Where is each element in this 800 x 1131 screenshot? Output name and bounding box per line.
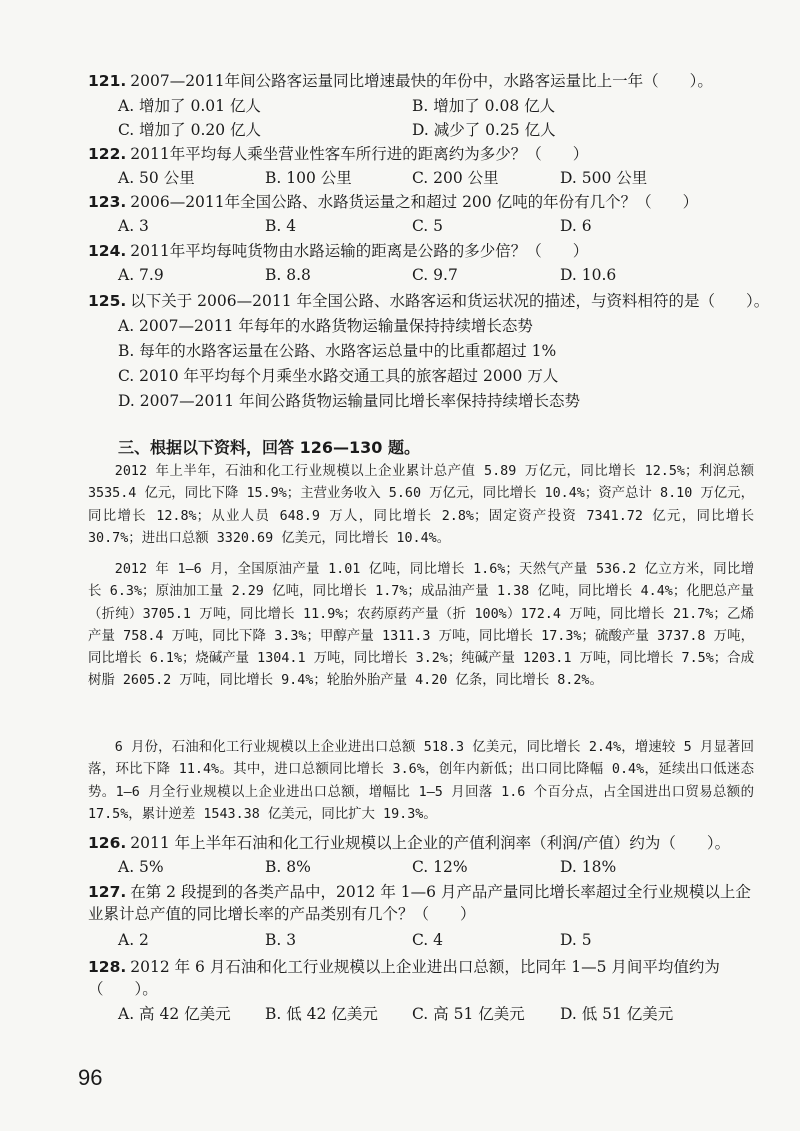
question-123: 123. 2006—2011年全国公路、水路货运量之和超过 200 亿吨的年份有几个？（ ） (88, 193, 699, 211)
question-124: 124. 2011年平均每吨货物由水路运输的距离是公路的多少倍？（ ） (88, 242, 589, 260)
option: A. 2007—2011 年每年的水路货物运输量保持持续增长态势 (118, 317, 533, 335)
question-126: 126. 2011 年上半年石油和化工行业规模以上企业的产值利润率（利润/产值）约为（ ）。 (88, 834, 731, 852)
section-title: 三、根据以下资料，回答 126—130 题。 (118, 438, 420, 457)
option: C. 增加了 0.20 亿人 (118, 121, 262, 139)
option: B. 增加了 0.08 亿人 (412, 97, 556, 115)
option: D. 减少了 0.25 亿人 (412, 121, 556, 139)
option: D. 10.6 (560, 266, 617, 284)
option: C. 200 公里 (412, 169, 499, 187)
option: A. 高 42 亿美元 (118, 1005, 231, 1023)
option: B. 8.8 (265, 266, 311, 284)
option: B. 100 公里 (265, 169, 352, 187)
option: A. 50 公里 (118, 169, 195, 187)
option: B. 低 42 亿美元 (265, 1005, 378, 1023)
page-number: 96 (78, 1065, 103, 1090)
option: C. 12% (412, 858, 468, 876)
option: B. 每年的水路客运量在公路、水路客运总量中的比重都超过 1% (118, 342, 557, 360)
material-paragraph-2: 2012 年 1—6 月，全国原油产量 1.01 亿吨，同比增长 1.6%；天然气产量 536.2 亿立方米，同比增长 6.3%；原油加工量 2.29 亿吨，同比增长 1.7%；成品油产量 1.38 亿吨，同比增长 4.4%；化肥总产量（折纯）3705.1 万吨，同比增长 11.9%；农药原药产量（折 100%）172.4 万吨，同比增长 21.7%；乙烯产量 758.4 万吨，同比下降 3.3%；甲醇产量 1311.3 万吨，同比增长 17.3%；硫酸产量 3737.8 万吨，同比增长 6.1%；烧碱产量 1304.1 万吨，同比增长 3.2%；纯碱产量 1203.1 万吨，同比增长 7.5%；合成树脂 2605.2 万吨，同比增长 9.4%；轮胎外胎产量 4.20 亿条，同比增长 8.2%。 (88, 562, 754, 689)
option: D. 6 (560, 217, 592, 235)
option: A. 5% (118, 858, 164, 876)
option: D. 2007—2011 年间公路货物运输量同比增长率保持持续增长态势 (118, 392, 581, 410)
option: D. 500 公里 (560, 169, 648, 187)
option: A. 7.9 (118, 266, 164, 284)
option: B. 8% (265, 858, 311, 876)
question-122: 122. 2011年平均每人乘坐营业性客车所行进的距离约为多少？（ ） (88, 145, 589, 163)
option: A. 增加了 0.01 亿人 (118, 97, 261, 115)
question-125: 125. 以下关于 2006—2011 年全国公路、水路客运和货运状况的描述，与资料相符的是（ ）。 (88, 292, 770, 310)
option: B. 3 (265, 931, 297, 949)
option: D. 18% (560, 858, 617, 876)
question-121: 121. 2007—2011年间公路客运量同比增速最快的年份中，水路客运量比上一年（ ）。 (88, 72, 713, 90)
option: C. 9.7 (412, 266, 458, 284)
option: B. 4 (265, 217, 297, 235)
question-127: 127. 在第 2 段提到的各类产品中，2012 年 1—6 月产品产量同比增长率超过全行业规模以上企业累计总产值的同比增长率的产品类别有几个？（ ） (88, 883, 751, 923)
material-paragraph-1: 2012 年上半年，石油和化工行业规模以上企业累计总产值 5.89 万亿元，同比增长 12.5%；利润总额 3535.4 亿元，同比下降 15.9%；主营业务收入 5.60 万亿元，同比增长 10.4%；资产总计 8.10 万亿元，同比增长 12.8%；从业人员 648.9 万人，同比增长 2.8%；固定资产投资 7341.72 亿元，同比增长 30.7%；进出口总额 3320.69 亿美元，同比增长 10.4%。 (88, 464, 754, 546)
option: C. 5 (412, 217, 444, 235)
option: C. 高 51 亿美元 (412, 1005, 525, 1023)
option: A. 2 (118, 931, 149, 949)
option: C. 2010 年平均每个月乘坐水路交通工具的旅客超过 2000 万人 (118, 367, 559, 385)
material-paragraph-3: 6 月份，石油和化工行业规模以上企业进出口总额 518.3 亿美元，同比增长 2.4%，增速较 5 月显著回落，环比下降 11.4%。其中，进口总额同比增长 3.6%，创年内新低；出口同比降幅 0.4%，延续出口低迷态势。1—6 月全行业规模以上企业进出口总额，增幅比 1—5 月回落 1.6 个百分点，占全国进出口贸易总额的 17.5%，累计逆差 1543.38 亿美元，同比扩大 19.3%。 (88, 740, 754, 822)
option: A. 3 (118, 217, 149, 235)
option: D. 低 51 亿美元 (560, 1005, 674, 1023)
question-128: 128. 2012 年 6 月石油和化工行业规模以上企业进出口总额，比同年 1—5 月间平均值约为（ ）。 (88, 958, 720, 998)
option: C. 4 (412, 931, 444, 949)
option: D. 5 (560, 931, 592, 949)
